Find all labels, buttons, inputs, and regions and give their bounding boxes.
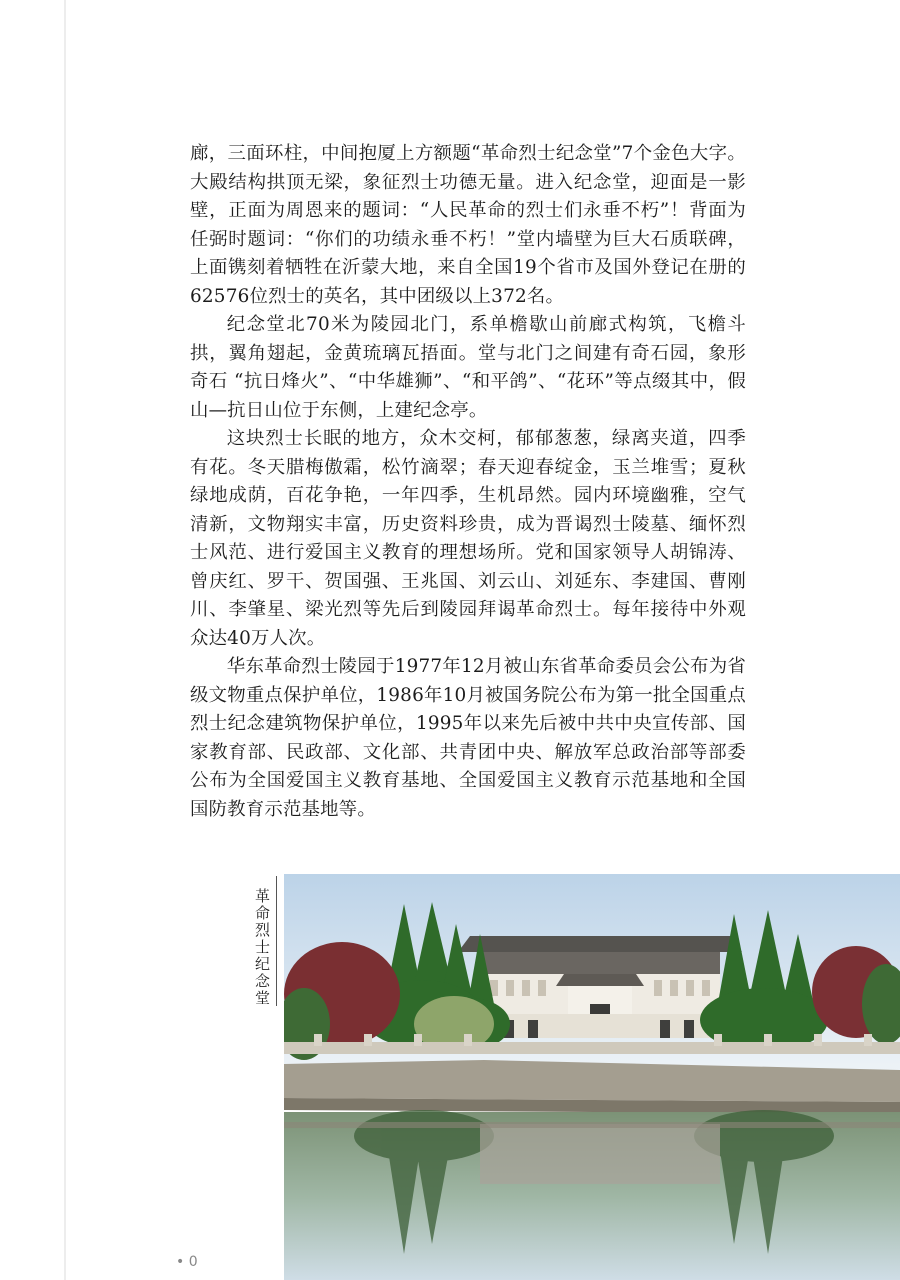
paragraph-1: 廊，三面环柱，中间抱厦上方额题“革命烈士纪念堂”7个金色大字。大殿结构拱顶无梁，象征烈士功德无量。进入纪念堂，迎面是一影壁，正面为周恩来的题词：“人民革命的烈士们永垂不朽”！背面为任弼时题词：“你们的功绩永垂不朽！”堂内墙壁为巨大石质联碑，上面镌刻着牺牲在沂蒙大地，来自全国19个省市及国外登记在册的62576位烈士的英名，其中团级以上372名。 — [190, 143, 746, 307]
caption-divider — [276, 876, 277, 1006]
photo-caption: 革命烈士纪念堂 — [253, 888, 271, 1007]
memorial-hall-illustration — [284, 874, 900, 1280]
body-text — [190, 140, 746, 824]
page-gutter-line — [64, 0, 66, 1280]
paragraph-2: 纪念堂北70米为陵园北门，系单檐歇山前廊式构筑，飞檐斗拱，翼角翅起，金黄琉璃瓦捂面。堂与北门之间建有奇石园，象形奇石 “抗日烽火”、“中华雄狮”、“和平鸽”、“花环”等点缀其中，假山—抗日山位于东侧，上建纪念亭。 — [190, 314, 746, 421]
paragraph-3: 这块烈士长眠的地方，众木交柯，郁郁葱葱，绿离夹道，四季有花。冬天腊梅傲霜，松竹滴翠；春天迎春绽金，玉兰堆雪；夏秋绿地成荫，百花争艳，一年四季，生机昂然。园内环境幽雅，空气清新，文物翔实丰富，历史资料珍贵，成为晋谒烈士陵墓、缅怀烈士风范、进行爱国主义教育的理想场所。党和国家领导人胡锦涛、曾庆红、罗干、贺国强、王兆国、刘云山、刘延东、李建国、曹刚川、李肇星、梁光烈等先后到陵园拜谒革命烈士。每年接待中外观众达40万人次。 — [190, 428, 746, 649]
page-number: • 0 — [176, 1254, 198, 1270]
paragraph-4: 华东革命烈士陵园于1977年12月被山东省革命委员会公布为省级文物重点保护单位，1986年10月被国务院公布为第一批全国重点烈士纪念建筑物保护单位，1995年以来先后被中共中央宣传部、国家教育部、民政部、文化部、共青团中央、解放军总政治部等部委公布为全国爱国主义教育基地、全国爱国主义教育示范基地和全国国防教育示范基地等。 — [190, 656, 746, 820]
memorial-hall-photo — [284, 874, 900, 1280]
